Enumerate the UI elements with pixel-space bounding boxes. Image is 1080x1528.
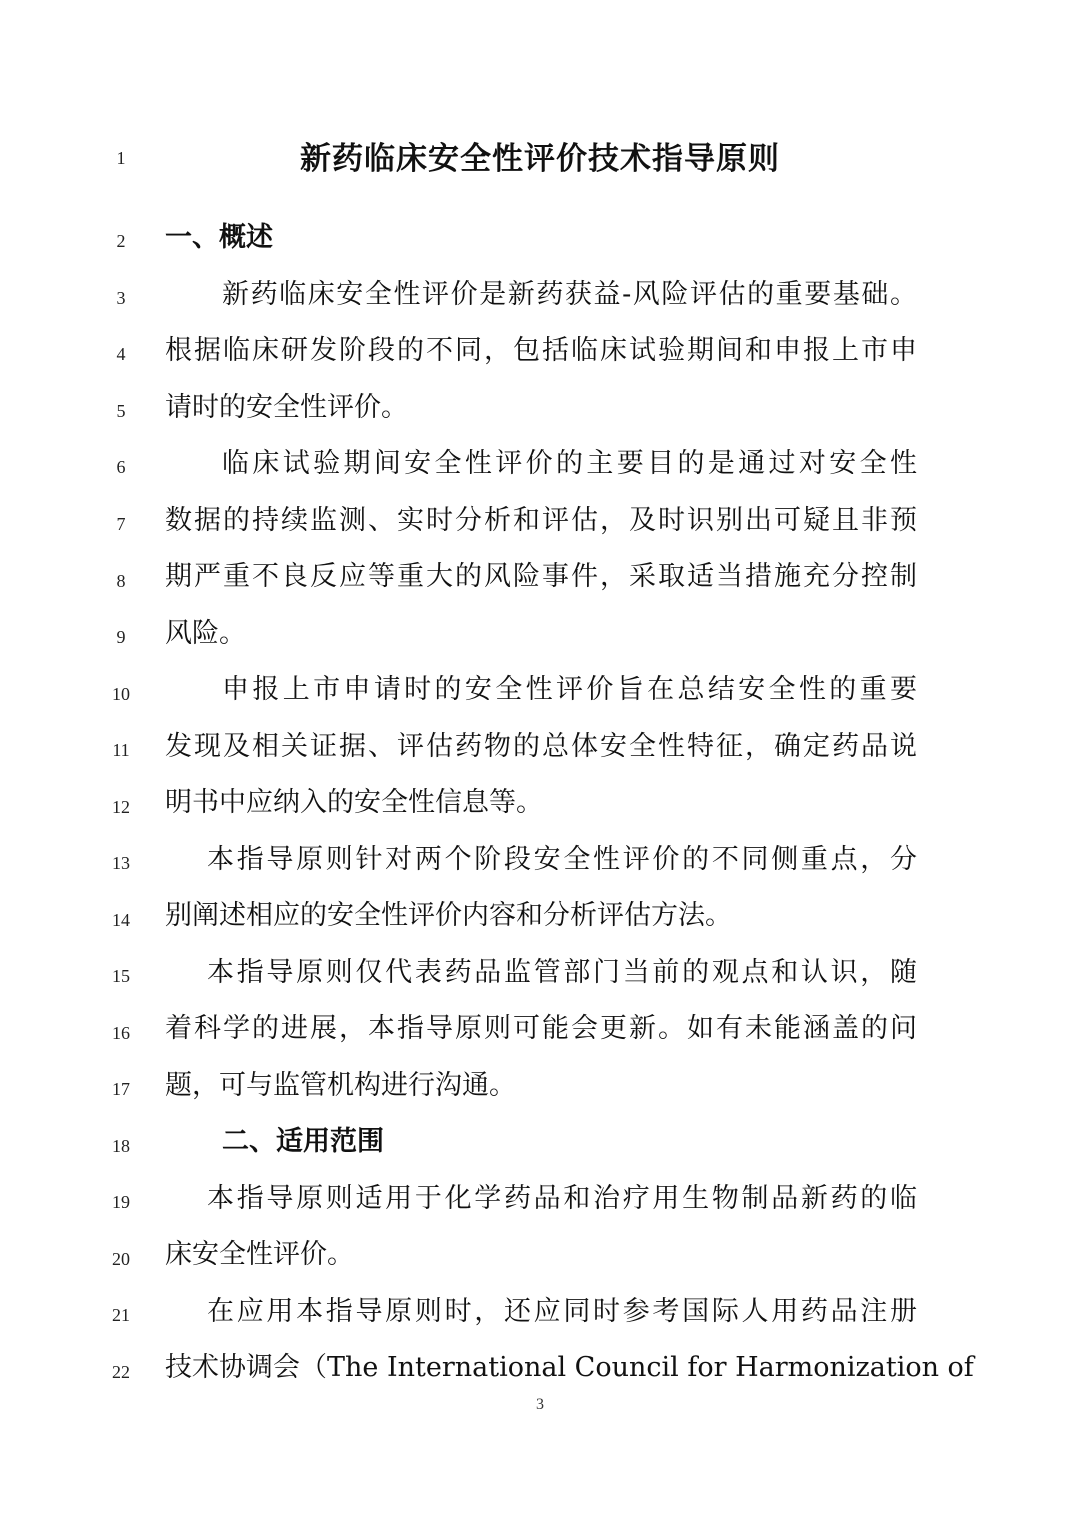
body-line: 请时的安全性评价。 (165, 392, 408, 423)
line-number: 21 (112, 1305, 130, 1325)
body-line: 着科学的进展，本指导原则可能会更新。如有未能涵盖的问 (165, 1013, 917, 1044)
section-heading: 二、适用范围 (222, 1126, 384, 1157)
line-number: 7 (116, 514, 126, 534)
line-number: 11 (112, 740, 130, 760)
body-line: 临床试验期间安全性评价的主要目的是通过对安全性 (222, 448, 917, 479)
body-line: 期严重不良反应等重大的风险事件，采取适当措施充分控制 (165, 561, 917, 592)
line-number: 12 (112, 797, 130, 817)
document-title: 新药临床安全性评价技术指导原则 (300, 141, 780, 177)
body-line: 发现及相关证据、评估药物的总体安全性特征，确定药品说 (165, 731, 917, 762)
body-line: 新药临床安全性评价是新药获益-风险评估的重要基础。 (222, 279, 917, 310)
line-number: 5 (116, 401, 126, 421)
body-line: 数据的持续监测、实时分析和评估，及时识别出可疑且非预 (165, 505, 917, 536)
line-number: 3 (116, 288, 126, 308)
line-number: 16 (112, 1023, 130, 1043)
line-number: 10 (112, 684, 130, 704)
line-number: 13 (112, 853, 130, 873)
line-number: 15 (112, 966, 130, 986)
body-line: 本指导原则针对两个阶段安全性评价的不同侧重点，分 (207, 844, 917, 875)
body-line: 床安全性评价。 (165, 1239, 354, 1270)
line-number: 4 (116, 344, 126, 364)
body-line: 本指导原则仅代表药品监管部门当前的观点和认识，随 (207, 957, 917, 988)
body-line: 在应用本指导原则时，还应同时参考国际人用药品注册 (207, 1296, 917, 1327)
page-number: 3 (536, 1396, 544, 1413)
line-number: 22 (112, 1362, 130, 1382)
body-line: 本指导原则适用于化学药品和治疗用生物制品新药的临 (207, 1183, 917, 1214)
body-line: 根据临床研发阶段的不同，包括临床试验期间和申报上市申 (165, 335, 917, 366)
line-number: 17 (112, 1079, 130, 1099)
line-number: 14 (112, 910, 130, 930)
line-number: 19 (112, 1192, 130, 1212)
line-number: 1 (116, 148, 126, 168)
line-number: 20 (112, 1249, 130, 1269)
body-line: 技术协调会（The International Council for Harmonization of (165, 1352, 974, 1383)
body-line: 风险。 (165, 618, 246, 649)
line-number: 18 (112, 1136, 130, 1156)
body-line: 申报上市申请时的安全性评价旨在总结安全性的重要 (222, 674, 917, 705)
body-line: 别阐述相应的安全性评价内容和分析评估方法。 (165, 900, 732, 931)
line-number: 2 (116, 231, 126, 251)
body-line: 题，可与监管机构进行沟通。 (165, 1070, 516, 1101)
line-number: 6 (116, 457, 126, 477)
body-line: 明书中应纳入的安全性信息等。 (165, 787, 543, 818)
line-number: 9 (116, 627, 126, 647)
section-heading: 一、概述 (165, 222, 273, 253)
line-number: 8 (116, 571, 126, 591)
